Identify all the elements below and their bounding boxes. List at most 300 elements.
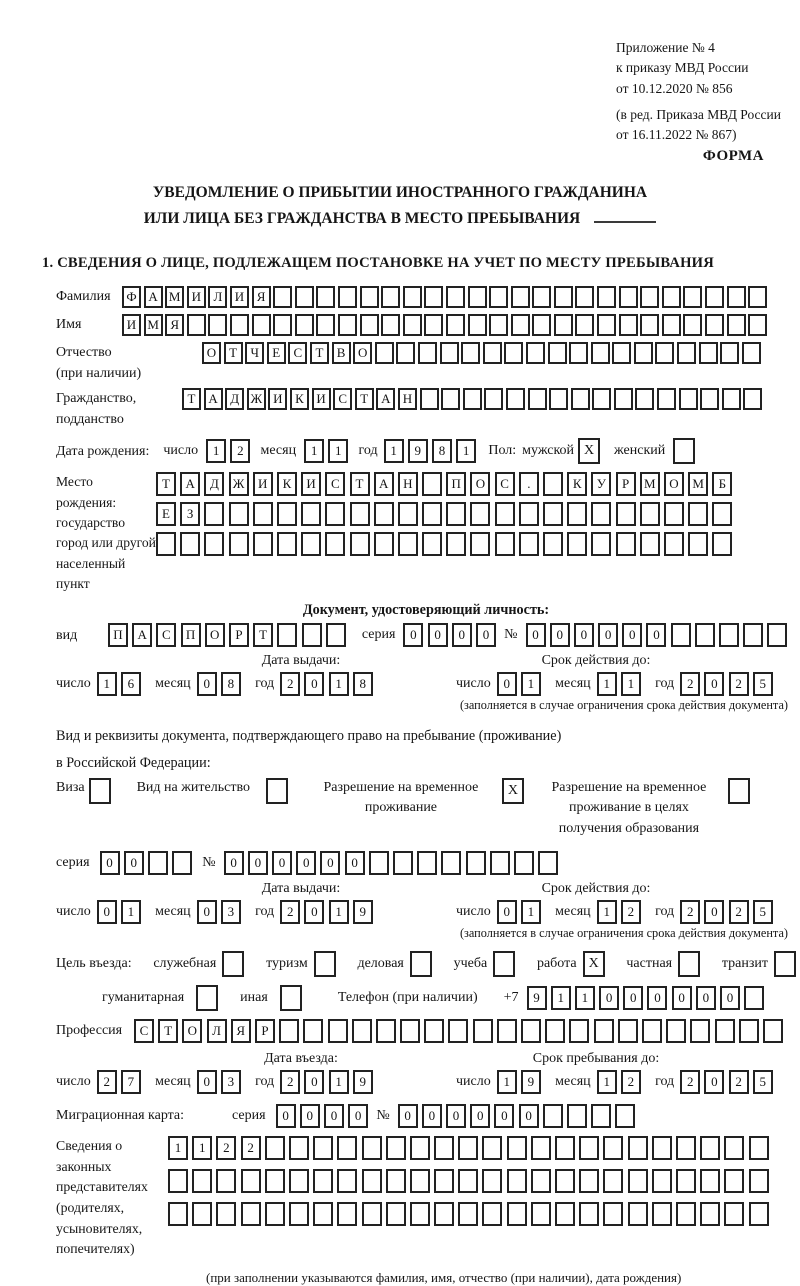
char-cell[interactable] [458,1202,478,1226]
char-cell[interactable] [482,1136,502,1160]
char-cell[interactable]: 0 [598,623,618,647]
char-cell[interactable]: Р [229,623,249,647]
char-cell[interactable]: 5 [753,900,773,924]
char-cell[interactable]: Ч [245,342,264,364]
char-cell[interactable]: 2 [97,1070,117,1094]
char-cell[interactable]: 0 [272,851,292,875]
char-cell[interactable] [328,1019,348,1043]
purpose-business-checkbox[interactable] [410,951,432,977]
char-cell[interactable] [229,532,249,556]
char-cell[interactable] [424,286,443,308]
char-cell[interactable] [619,314,638,336]
char-cell[interactable] [316,314,335,336]
char-cell[interactable] [495,532,515,556]
char-cell[interactable] [705,314,724,336]
char-cell[interactable]: Н [398,388,417,410]
char-cell[interactable]: И [253,472,273,496]
given-name-cells[interactable] [122,314,770,336]
char-cell[interactable]: О [470,472,490,496]
char-cell[interactable] [400,1019,420,1043]
char-cell[interactable] [410,1202,430,1226]
char-cell[interactable] [504,342,523,364]
char-cell[interactable] [265,1136,285,1160]
char-cell[interactable] [657,388,676,410]
char-cell[interactable]: М [165,286,184,308]
char-cell[interactable] [597,314,616,336]
char-cell[interactable]: 0 [526,623,546,647]
char-cell[interactable] [362,1136,382,1160]
char-cell[interactable] [635,388,654,410]
char-cell[interactable] [531,1202,551,1226]
doc-valid-year-cells[interactable] [680,672,777,696]
char-cell[interactable]: И [230,286,249,308]
char-cell[interactable] [458,1136,478,1160]
migration-number-cells[interactable] [398,1104,640,1128]
char-cell[interactable] [375,342,394,364]
char-cell[interactable]: О [664,472,684,496]
char-cell[interactable] [532,286,551,308]
char-cell[interactable] [763,1019,783,1043]
char-cell[interactable] [446,286,465,308]
char-cell[interactable] [273,314,292,336]
char-cell[interactable] [705,286,724,308]
birth-month-cells[interactable] [304,439,352,463]
char-cell[interactable] [484,388,503,410]
char-cell[interactable] [712,532,732,556]
char-cell[interactable]: 0 [197,900,217,924]
migration-series-cells[interactable] [276,1104,373,1128]
char-cell[interactable]: И [268,388,287,410]
char-cell[interactable] [652,1202,672,1226]
char-cell[interactable] [662,314,681,336]
char-cell[interactable] [410,1169,430,1193]
char-cell[interactable] [337,1169,357,1193]
char-cell[interactable] [295,314,314,336]
char-cell[interactable]: И [187,286,206,308]
char-cell[interactable]: Ж [229,472,249,496]
char-cell[interactable]: Л [208,286,227,308]
char-cell[interactable]: И [122,314,141,336]
doc-number-cells[interactable] [526,623,792,647]
char-cell[interactable] [273,286,292,308]
char-cell[interactable] [575,314,594,336]
char-cell[interactable] [543,472,563,496]
char-cell[interactable]: 0 [622,623,642,647]
char-cell[interactable] [628,1169,648,1193]
char-cell[interactable] [666,1019,686,1043]
char-cell[interactable]: 1 [328,439,348,463]
representatives-cells-row3[interactable] [168,1202,773,1226]
char-cell[interactable] [628,1202,648,1226]
char-cell[interactable]: 5 [753,1070,773,1094]
char-cell[interactable] [398,502,418,526]
char-cell[interactable]: 1 [121,900,141,924]
char-cell[interactable] [253,532,273,556]
char-cell[interactable]: Т [310,342,329,364]
char-cell[interactable] [398,532,418,556]
char-cell[interactable] [301,502,321,526]
doc-issue-year-cells[interactable] [280,672,377,696]
char-cell[interactable] [567,532,587,556]
char-cell[interactable]: Р [255,1019,275,1043]
char-cell[interactable] [683,286,702,308]
char-cell[interactable]: Д [225,388,244,410]
char-cell[interactable] [519,532,539,556]
char-cell[interactable]: О [182,1019,202,1043]
char-cell[interactable] [277,502,297,526]
char-cell[interactable] [265,1202,285,1226]
birth-place-cells-row2[interactable] [156,502,737,526]
char-cell[interactable]: 1 [521,672,541,696]
char-cell[interactable] [489,314,508,336]
char-cell[interactable] [396,342,415,364]
char-cell[interactable] [446,314,465,336]
char-cell[interactable] [545,1019,565,1043]
char-cell[interactable]: 1 [597,1070,617,1094]
char-cell[interactable]: 1 [384,439,404,463]
char-cell[interactable]: 0 [647,986,667,1010]
char-cell[interactable] [671,623,691,647]
purpose-study-checkbox[interactable] [493,951,515,977]
char-cell[interactable] [555,1169,575,1193]
char-cell[interactable]: 2 [729,900,749,924]
char-cell[interactable] [362,1202,382,1226]
char-cell[interactable] [434,1136,454,1160]
char-cell[interactable]: 0 [197,1070,217,1094]
char-cell[interactable]: 2 [280,672,300,696]
char-cell[interactable]: 0 [97,900,117,924]
char-cell[interactable] [374,502,394,526]
char-cell[interactable] [229,502,249,526]
char-cell[interactable]: 0 [428,623,448,647]
residence-issue-year-cells[interactable] [280,900,377,924]
char-cell[interactable]: Д [204,472,224,496]
char-cell[interactable]: Н [398,472,418,496]
char-cell[interactable]: А [204,388,223,410]
char-cell[interactable]: П [181,623,201,647]
char-cell[interactable]: 0 [672,986,692,1010]
char-cell[interactable] [424,314,443,336]
char-cell[interactable] [374,532,394,556]
char-cell[interactable]: 1 [97,672,117,696]
visa-checkbox[interactable] [89,778,111,804]
char-cell[interactable]: 0 [422,1104,442,1128]
char-cell[interactable]: О [205,623,225,647]
char-cell[interactable] [690,1019,710,1043]
char-cell[interactable] [216,1169,236,1193]
stay-year-cells[interactable] [680,1070,777,1094]
char-cell[interactable] [507,1169,527,1193]
char-cell[interactable] [748,286,767,308]
char-cell[interactable] [168,1202,188,1226]
doc-issue-day-cells[interactable] [97,672,145,696]
char-cell[interactable]: 1 [551,986,571,1010]
stay-month-cells[interactable] [597,1070,645,1094]
residence-valid-day-cells[interactable] [497,900,545,924]
char-cell[interactable] [677,342,696,364]
char-cell[interactable]: 8 [221,672,241,696]
char-cell[interactable] [597,286,616,308]
char-cell[interactable] [700,1202,720,1226]
patronymic-cells[interactable] [202,342,763,364]
char-cell[interactable] [313,1202,333,1226]
char-cell[interactable] [495,502,515,526]
char-cell[interactable]: Ф [122,286,141,308]
purpose-official-checkbox[interactable] [222,951,244,977]
char-cell[interactable] [616,532,636,556]
char-cell[interactable] [420,388,439,410]
temp-residence-checkbox[interactable]: X [502,778,524,804]
char-cell[interactable]: 0 [197,672,217,696]
char-cell[interactable]: 0 [452,623,472,647]
purpose-work-checkbox[interactable]: X [583,951,605,977]
char-cell[interactable] [531,1136,551,1160]
char-cell[interactable] [712,502,732,526]
gender-male-checkbox[interactable]: X [578,438,600,464]
char-cell[interactable] [526,342,545,364]
char-cell[interactable]: 0 [497,672,517,696]
char-cell[interactable]: 0 [720,986,740,1010]
char-cell[interactable]: А [180,472,200,496]
char-cell[interactable] [376,1019,396,1043]
char-cell[interactable]: Т [156,472,176,496]
char-cell[interactable] [417,851,437,875]
char-cell[interactable]: П [446,472,466,496]
char-cell[interactable] [575,286,594,308]
char-cell[interactable] [739,1019,759,1043]
profession-cells[interactable] [134,1019,787,1043]
char-cell[interactable]: А [374,472,394,496]
char-cell[interactable] [172,851,192,875]
char-cell[interactable] [700,1136,720,1160]
char-cell[interactable] [569,342,588,364]
char-cell[interactable] [303,1019,323,1043]
char-cell[interactable]: 1 [597,672,617,696]
char-cell[interactable] [567,1104,587,1128]
char-cell[interactable] [655,342,674,364]
representatives-cells-row2[interactable] [168,1169,773,1193]
char-cell[interactable]: С [325,472,345,496]
entry-month-cells[interactable] [197,1070,245,1094]
entry-day-cells[interactable] [97,1070,145,1094]
char-cell[interactable]: Т [350,472,370,496]
char-cell[interactable] [727,286,746,308]
char-cell[interactable] [695,623,715,647]
char-cell[interactable] [192,1202,212,1226]
purpose-tourism-checkbox[interactable] [314,951,336,977]
char-cell[interactable] [603,1136,623,1160]
char-cell[interactable] [466,851,486,875]
char-cell[interactable] [743,388,762,410]
char-cell[interactable] [724,1202,744,1226]
char-cell[interactable] [612,342,631,364]
char-cell[interactable] [722,388,741,410]
char-cell[interactable]: 1 [329,1070,349,1094]
char-cell[interactable] [594,1019,614,1043]
char-cell[interactable] [548,342,567,364]
char-cell[interactable] [265,1169,285,1193]
char-cell[interactable]: 0 [320,851,340,875]
char-cell[interactable]: 0 [476,623,496,647]
char-cell[interactable] [279,1019,299,1043]
char-cell[interactable] [422,502,442,526]
char-cell[interactable]: Е [156,502,176,526]
char-cell[interactable]: 0 [304,900,324,924]
char-cell[interactable] [506,388,525,410]
char-cell[interactable] [719,623,739,647]
char-cell[interactable] [338,314,357,336]
char-cell[interactable] [640,502,660,526]
char-cell[interactable] [628,1136,648,1160]
char-cell[interactable]: М [144,314,163,336]
char-cell[interactable] [316,286,335,308]
char-cell[interactable] [640,532,660,556]
char-cell[interactable] [230,314,249,336]
char-cell[interactable] [446,502,466,526]
char-cell[interactable]: 2 [621,900,641,924]
char-cell[interactable] [634,342,653,364]
purpose-humanitarian-checkbox[interactable] [196,985,218,1011]
char-cell[interactable] [591,1104,611,1128]
char-cell[interactable] [507,1202,527,1226]
char-cell[interactable] [662,286,681,308]
char-cell[interactable]: А [376,388,395,410]
char-cell[interactable] [592,388,611,410]
char-cell[interactable] [446,532,466,556]
char-cell[interactable] [403,286,422,308]
char-cell[interactable] [554,286,573,308]
birth-day-cells[interactable] [206,439,254,463]
char-cell[interactable] [619,286,638,308]
birth-place-cells-row1[interactable] [156,472,737,496]
char-cell[interactable]: 0 [324,1104,344,1128]
char-cell[interactable] [204,532,224,556]
char-cell[interactable] [618,1019,638,1043]
char-cell[interactable] [767,623,787,647]
char-cell[interactable]: 0 [599,986,619,1010]
char-cell[interactable] [511,286,530,308]
purpose-transit-checkbox[interactable] [774,951,796,977]
char-cell[interactable]: Л [207,1019,227,1043]
char-cell[interactable] [180,532,200,556]
char-cell[interactable] [683,314,702,336]
char-cell[interactable]: 2 [280,1070,300,1094]
doc-issue-month-cells[interactable] [197,672,245,696]
char-cell[interactable] [743,623,763,647]
phone-cells[interactable] [527,986,769,1010]
char-cell[interactable]: Б [712,472,732,496]
char-cell[interactable]: 0 [497,900,517,924]
char-cell[interactable]: 3 [221,1070,241,1094]
doc-valid-day-cells[interactable] [497,672,545,696]
char-cell[interactable] [337,1202,357,1226]
char-cell[interactable]: 0 [446,1104,466,1128]
char-cell[interactable] [403,314,422,336]
char-cell[interactable]: С [495,472,515,496]
char-cell[interactable]: 9 [527,986,547,1010]
char-cell[interactable] [338,286,357,308]
char-cell[interactable]: 3 [221,900,241,924]
char-cell[interactable] [326,623,346,647]
char-cell[interactable]: 2 [729,672,749,696]
char-cell[interactable] [679,388,698,410]
char-cell[interactable] [614,388,633,410]
char-cell[interactable] [362,1169,382,1193]
char-cell[interactable] [253,502,273,526]
char-cell[interactable] [241,1169,261,1193]
char-cell[interactable]: 0 [494,1104,514,1128]
char-cell[interactable]: Т [253,623,273,647]
char-cell[interactable] [603,1202,623,1226]
char-cell[interactable]: 0 [296,851,316,875]
char-cell[interactable]: 0 [300,1104,320,1128]
char-cell[interactable]: 2 [230,439,250,463]
doc-series-cells[interactable] [403,623,500,647]
char-cell[interactable]: Т [182,388,201,410]
char-cell[interactable]: Е [267,342,286,364]
char-cell[interactable] [441,851,461,875]
char-cell[interactable] [241,1202,261,1226]
char-cell[interactable]: 0 [623,986,643,1010]
char-cell[interactable] [289,1169,309,1193]
char-cell[interactable] [744,986,764,1010]
char-cell[interactable] [749,1169,769,1193]
char-cell[interactable] [458,1169,478,1193]
char-cell[interactable] [352,1019,372,1043]
char-cell[interactable]: К [277,472,297,496]
char-cell[interactable]: С [288,342,307,364]
purpose-other-checkbox[interactable] [280,985,302,1011]
char-cell[interactable]: . [519,472,539,496]
char-cell[interactable] [369,851,389,875]
char-cell[interactable]: 1 [206,439,226,463]
char-cell[interactable] [381,286,400,308]
char-cell[interactable]: С [134,1019,154,1043]
char-cell[interactable] [302,623,322,647]
char-cell[interactable] [482,1202,502,1226]
char-cell[interactable]: Ж [247,388,266,410]
char-cell[interactable]: 1 [521,900,541,924]
char-cell[interactable] [569,1019,589,1043]
char-cell[interactable] [386,1169,406,1193]
char-cell[interactable] [543,1104,563,1128]
char-cell[interactable] [676,1136,696,1160]
char-cell[interactable] [720,342,739,364]
char-cell[interactable] [700,1169,720,1193]
char-cell[interactable] [490,851,510,875]
char-cell[interactable] [422,532,442,556]
char-cell[interactable]: 0 [224,851,244,875]
temp-residence-education-checkbox[interactable] [728,778,750,804]
residence-number-cells[interactable] [224,851,563,875]
char-cell[interactable] [555,1136,575,1160]
char-cell[interactable] [252,314,271,336]
char-cell[interactable] [700,388,719,410]
char-cell[interactable]: О [202,342,221,364]
char-cell[interactable]: Я [165,314,184,336]
char-cell[interactable] [434,1169,454,1193]
char-cell[interactable]: 7 [121,1070,141,1094]
char-cell[interactable] [468,314,487,336]
doc-kind-cells[interactable] [108,623,350,647]
char-cell[interactable] [313,1136,333,1160]
char-cell[interactable] [461,342,480,364]
char-cell[interactable]: 0 [704,672,724,696]
char-cell[interactable] [640,286,659,308]
char-cell[interactable] [470,532,490,556]
char-cell[interactable] [325,532,345,556]
char-cell[interactable]: 1 [621,672,641,696]
